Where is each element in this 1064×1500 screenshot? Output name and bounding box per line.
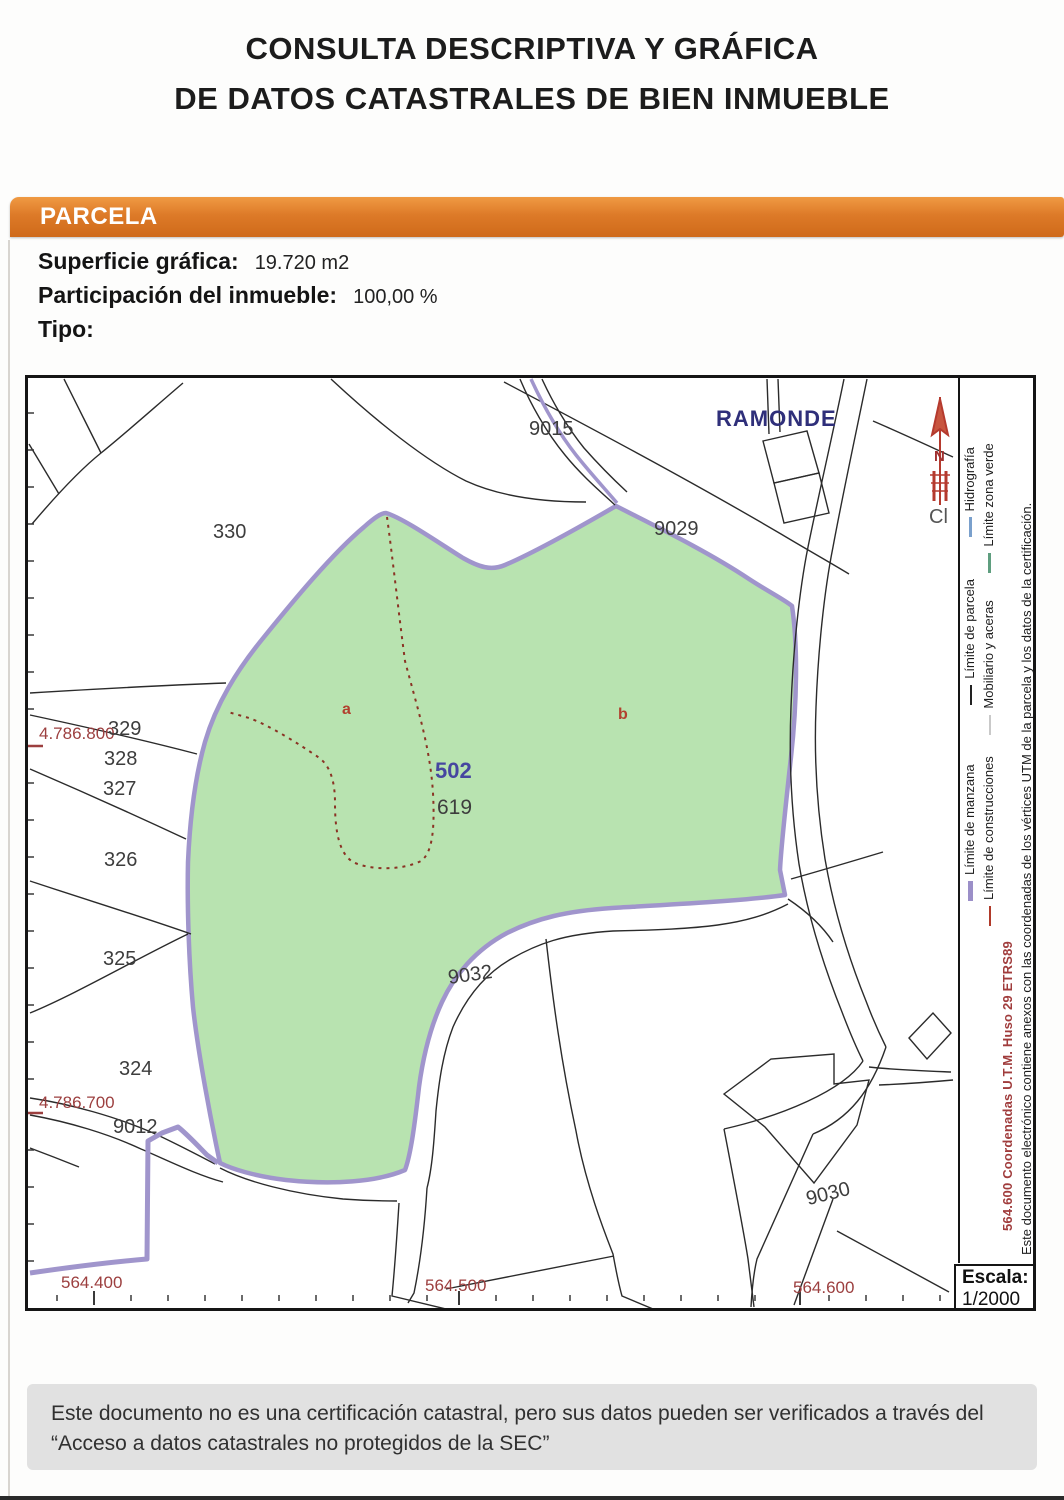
scan-edge	[0, 1496, 1064, 1500]
parcel-fields	[38, 248, 438, 350]
hidrografia-line-swatch-icon	[969, 517, 972, 537]
hydrography-line	[531, 379, 617, 503]
road-label-9015: 9015	[529, 418, 574, 440]
cadastral-map	[25, 375, 1036, 1311]
superficie-value: 19.720 m2	[254, 252, 350, 274]
legend-item-limite-zona-verde	[979, 443, 998, 572]
parcel-label-327: 327	[103, 778, 137, 800]
parcela-section-banner	[10, 197, 1064, 237]
cert-note-text: Este documento electrónico contiene anexos con las coordenadas de los vértices UTM de la parcela y los datos de la certificación.	[1019, 502, 1034, 1255]
parcel-label-330: 330	[213, 521, 247, 543]
construction-number-619: 619	[437, 796, 473, 819]
legend-utm-note	[998, 381, 1017, 1261]
construcciones-line-swatch-icon	[989, 906, 991, 926]
utm-northing-4786800: 4.786.800	[39, 724, 115, 743]
utm-northing-4786700: 4.786.700	[39, 1093, 115, 1112]
subparcel-label-b: b	[618, 706, 628, 723]
legend-item-limite-construcciones	[979, 756, 998, 926]
legend-item-limite-parcela	[960, 579, 979, 705]
manzana-line-swatch-icon	[968, 881, 973, 901]
legend-item-mobiliario	[979, 600, 998, 734]
utm-easting-564600: 564.600	[793, 1278, 855, 1297]
field-participacion	[38, 282, 438, 309]
parcel-502-area	[188, 506, 796, 1182]
parcel-number-502: 502	[435, 758, 472, 783]
document-title-line1: CONSULTA DESCRIPTIVA Y GRÁFICA	[245, 31, 819, 66]
parcel-label-325: 325	[103, 948, 137, 970]
scan-artifact-line	[8, 240, 10, 1500]
legend-row-2	[979, 381, 998, 1261]
subparcel-label-a: a	[342, 701, 351, 718]
document-title-line2: DE DATOS CATASTRALES DE BIEN INMUEBLE	[174, 81, 890, 116]
document-title	[0, 24, 1064, 124]
parcela-banner-label: PARCELA	[40, 203, 158, 230]
zona-verde-line-swatch-icon	[988, 553, 991, 573]
road-label-9032: 9032	[446, 961, 494, 989]
compass-north-label: N	[934, 448, 945, 465]
utm-easting-564400: 564.400	[61, 1273, 123, 1292]
parcel-label-326: 326	[104, 849, 138, 871]
utm-easting-564500: 564.500	[425, 1276, 487, 1295]
legend-item-limite-manzana	[960, 764, 979, 901]
legend-label: Mobiliario y aceras	[981, 600, 996, 709]
footer-disclaimer: Este documento no es una certificación catastral, pero sus datos pueden ser verificados a través del “Acceso a datos catastrales no protegidos de la SEC”	[27, 1384, 1037, 1470]
field-tipo	[38, 316, 438, 343]
coordinate-label-ticks	[28, 746, 43, 1113]
map-legend	[960, 381, 1034, 1261]
legend-label: Límite zona verde	[981, 443, 996, 547]
participacion-label: Participación del inmueble:	[38, 282, 338, 308]
scale-box	[954, 1264, 1033, 1308]
parcel-label-328: 328	[104, 748, 138, 770]
mobiliario-line-swatch-icon	[989, 715, 991, 735]
street-abbrev-label: Cl	[929, 506, 948, 528]
scale-label: Escala:	[962, 1267, 1029, 1288]
compass-north-icon	[900, 393, 960, 513]
road-label-9030: 9030	[803, 1177, 853, 1211]
road-label-9012: 9012	[113, 1116, 158, 1138]
legend-label: Límite de parcela	[962, 579, 977, 679]
legend-item-hidrografia	[960, 447, 979, 537]
participacion-value: 100,00 %	[353, 286, 438, 308]
field-superficie	[38, 248, 438, 275]
legend-label: Límite de construcciones	[981, 756, 996, 900]
utm-note-text: 564.600 Coordenadas U.T.M. Huso 29 ETRS89	[1000, 941, 1015, 1231]
place-label-ramonde: RAMONDE	[716, 406, 837, 431]
scale-value: 1/2000	[962, 1289, 1021, 1310]
map-drawing	[28, 378, 1033, 1308]
tipo-label: Tipo:	[38, 316, 94, 342]
legend-label: Hidrografía	[962, 447, 977, 512]
parcela-line-swatch-icon	[970, 685, 972, 705]
legend-label: Límite de manzana	[962, 764, 977, 875]
manzana-boundary	[30, 1127, 218, 1273]
legend-row-1	[960, 381, 979, 1261]
parcel-label-329: 329	[108, 718, 142, 740]
road-label-9029: 9029	[654, 518, 699, 540]
legend-cert-note	[1017, 381, 1036, 1261]
superficie-label: Superficie gráfica:	[38, 248, 239, 274]
parcel-label-324: 324	[119, 1058, 153, 1080]
